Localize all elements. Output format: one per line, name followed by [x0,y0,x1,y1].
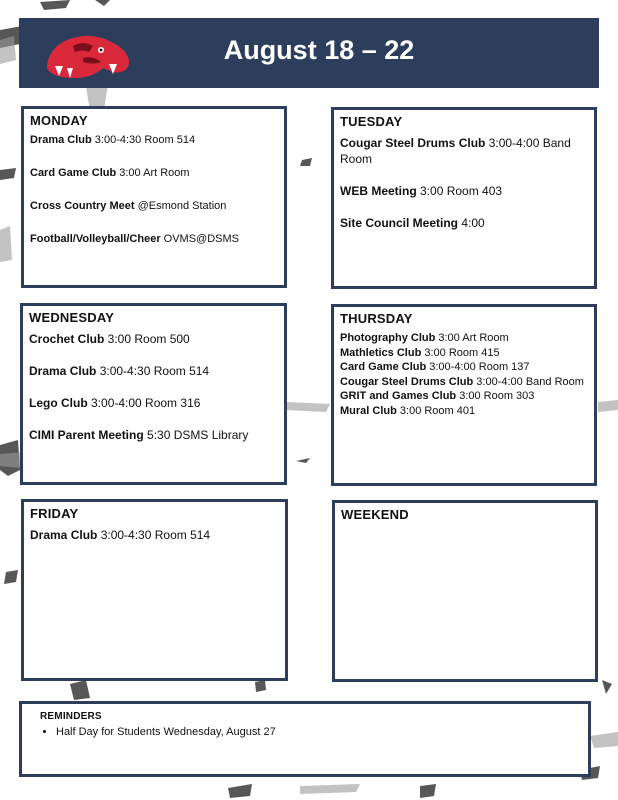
event-detail: 3:00 Room 403 [416,184,503,198]
day-heading: MONDAY [30,113,88,128]
event-name: CIMI Parent Meeting [29,428,144,442]
event-detail: 3:00 Room 401 [396,404,476,417]
event-name: Football/Volleyball/Cheer [30,233,161,245]
reminders-box [19,701,591,777]
event-item [340,389,588,404]
day-box-weekend [332,500,598,682]
day-heading: TUESDAY [340,114,403,129]
day-box-friday [21,499,288,681]
event-name: Site Council Meeting [340,216,459,230]
day-box-monday [21,106,287,288]
event-item [340,215,588,231]
event-item [340,404,588,419]
event-name: Card Game Club [340,361,427,373]
reminders-list [22,726,588,738]
event-name: Crochet Club [29,332,105,346]
event-detail: 3:00-4:00 Room 137 [426,361,530,373]
event-name: Drama Club [30,134,92,146]
event-detail: 3:00 Art Room [435,332,509,344]
event-detail: 5:30 DSMS Library [143,428,249,442]
event-detail: OVMS@DSMS [160,233,240,245]
event-item [29,427,278,443]
event-item [340,346,588,361]
event-item [340,135,588,167]
day-box-tuesday [331,107,597,289]
event-item [340,375,588,390]
event-item [30,166,278,180]
event-name: Mural Club [340,404,397,417]
event-name: Mathletics Club [340,346,422,359]
event-name: Drama Club [29,364,97,378]
event-item [30,527,279,543]
event-item [30,232,278,246]
reminders-heading: REMINDERS [40,711,102,722]
event-detail: 3:00 Room 500 [104,332,190,346]
event-item [30,199,278,213]
event-detail: 3:00-4:00 Room 316 [87,396,201,410]
event-detail: 3:00-4:30 Room 514 [97,528,211,542]
event-name: Photography Club [340,332,436,344]
event-detail: 3:00-4:30 Room 514 [96,364,210,378]
day-box-thursday [331,304,597,486]
event-item [340,360,588,375]
header-banner [19,18,599,88]
event-item [29,331,278,347]
event-list [334,331,594,418]
event-name: GRIT and Games Club [340,390,457,402]
day-heading: THURSDAY [340,311,413,326]
event-name: WEB Meeting [340,184,417,198]
event-name: Drama Club [30,528,98,542]
page-title: August 18 – 22 [223,35,415,65]
day-heading: WEEKEND [341,507,409,522]
event-name: Card Game Club [30,167,117,179]
event-name: Cougar Steel Drums Club [340,375,474,388]
event-detail: 3:00 Room 303 [456,390,535,402]
day-box-wednesday [20,303,287,485]
event-name: Lego Club [29,396,88,410]
event-detail: @Esmond Station [134,200,227,212]
event-item [30,133,278,147]
event-item [29,395,278,411]
event-detail: 4:00 [458,216,485,230]
day-heading: FRIDAY [30,506,79,521]
event-item [29,363,278,379]
event-detail: 3:00-4:00 Band Room [473,375,584,388]
event-name: Cross Country Meet [30,200,135,212]
event-name: Cougar Steel Drums Club [340,136,486,150]
event-item [340,331,588,346]
event-detail: 3:00-4:00 Band Room [340,136,571,166]
reminder-item: • Half Day for Students Wednesday, August 27 [56,726,588,738]
event-detail: 3:00 Art Room [116,167,190,179]
event-detail: 3:00-4:30 Room 514 [91,134,196,146]
day-heading: WEDNESDAY [29,310,115,325]
event-detail: 3:00 Room 415 [421,346,500,359]
event-item [340,183,588,199]
